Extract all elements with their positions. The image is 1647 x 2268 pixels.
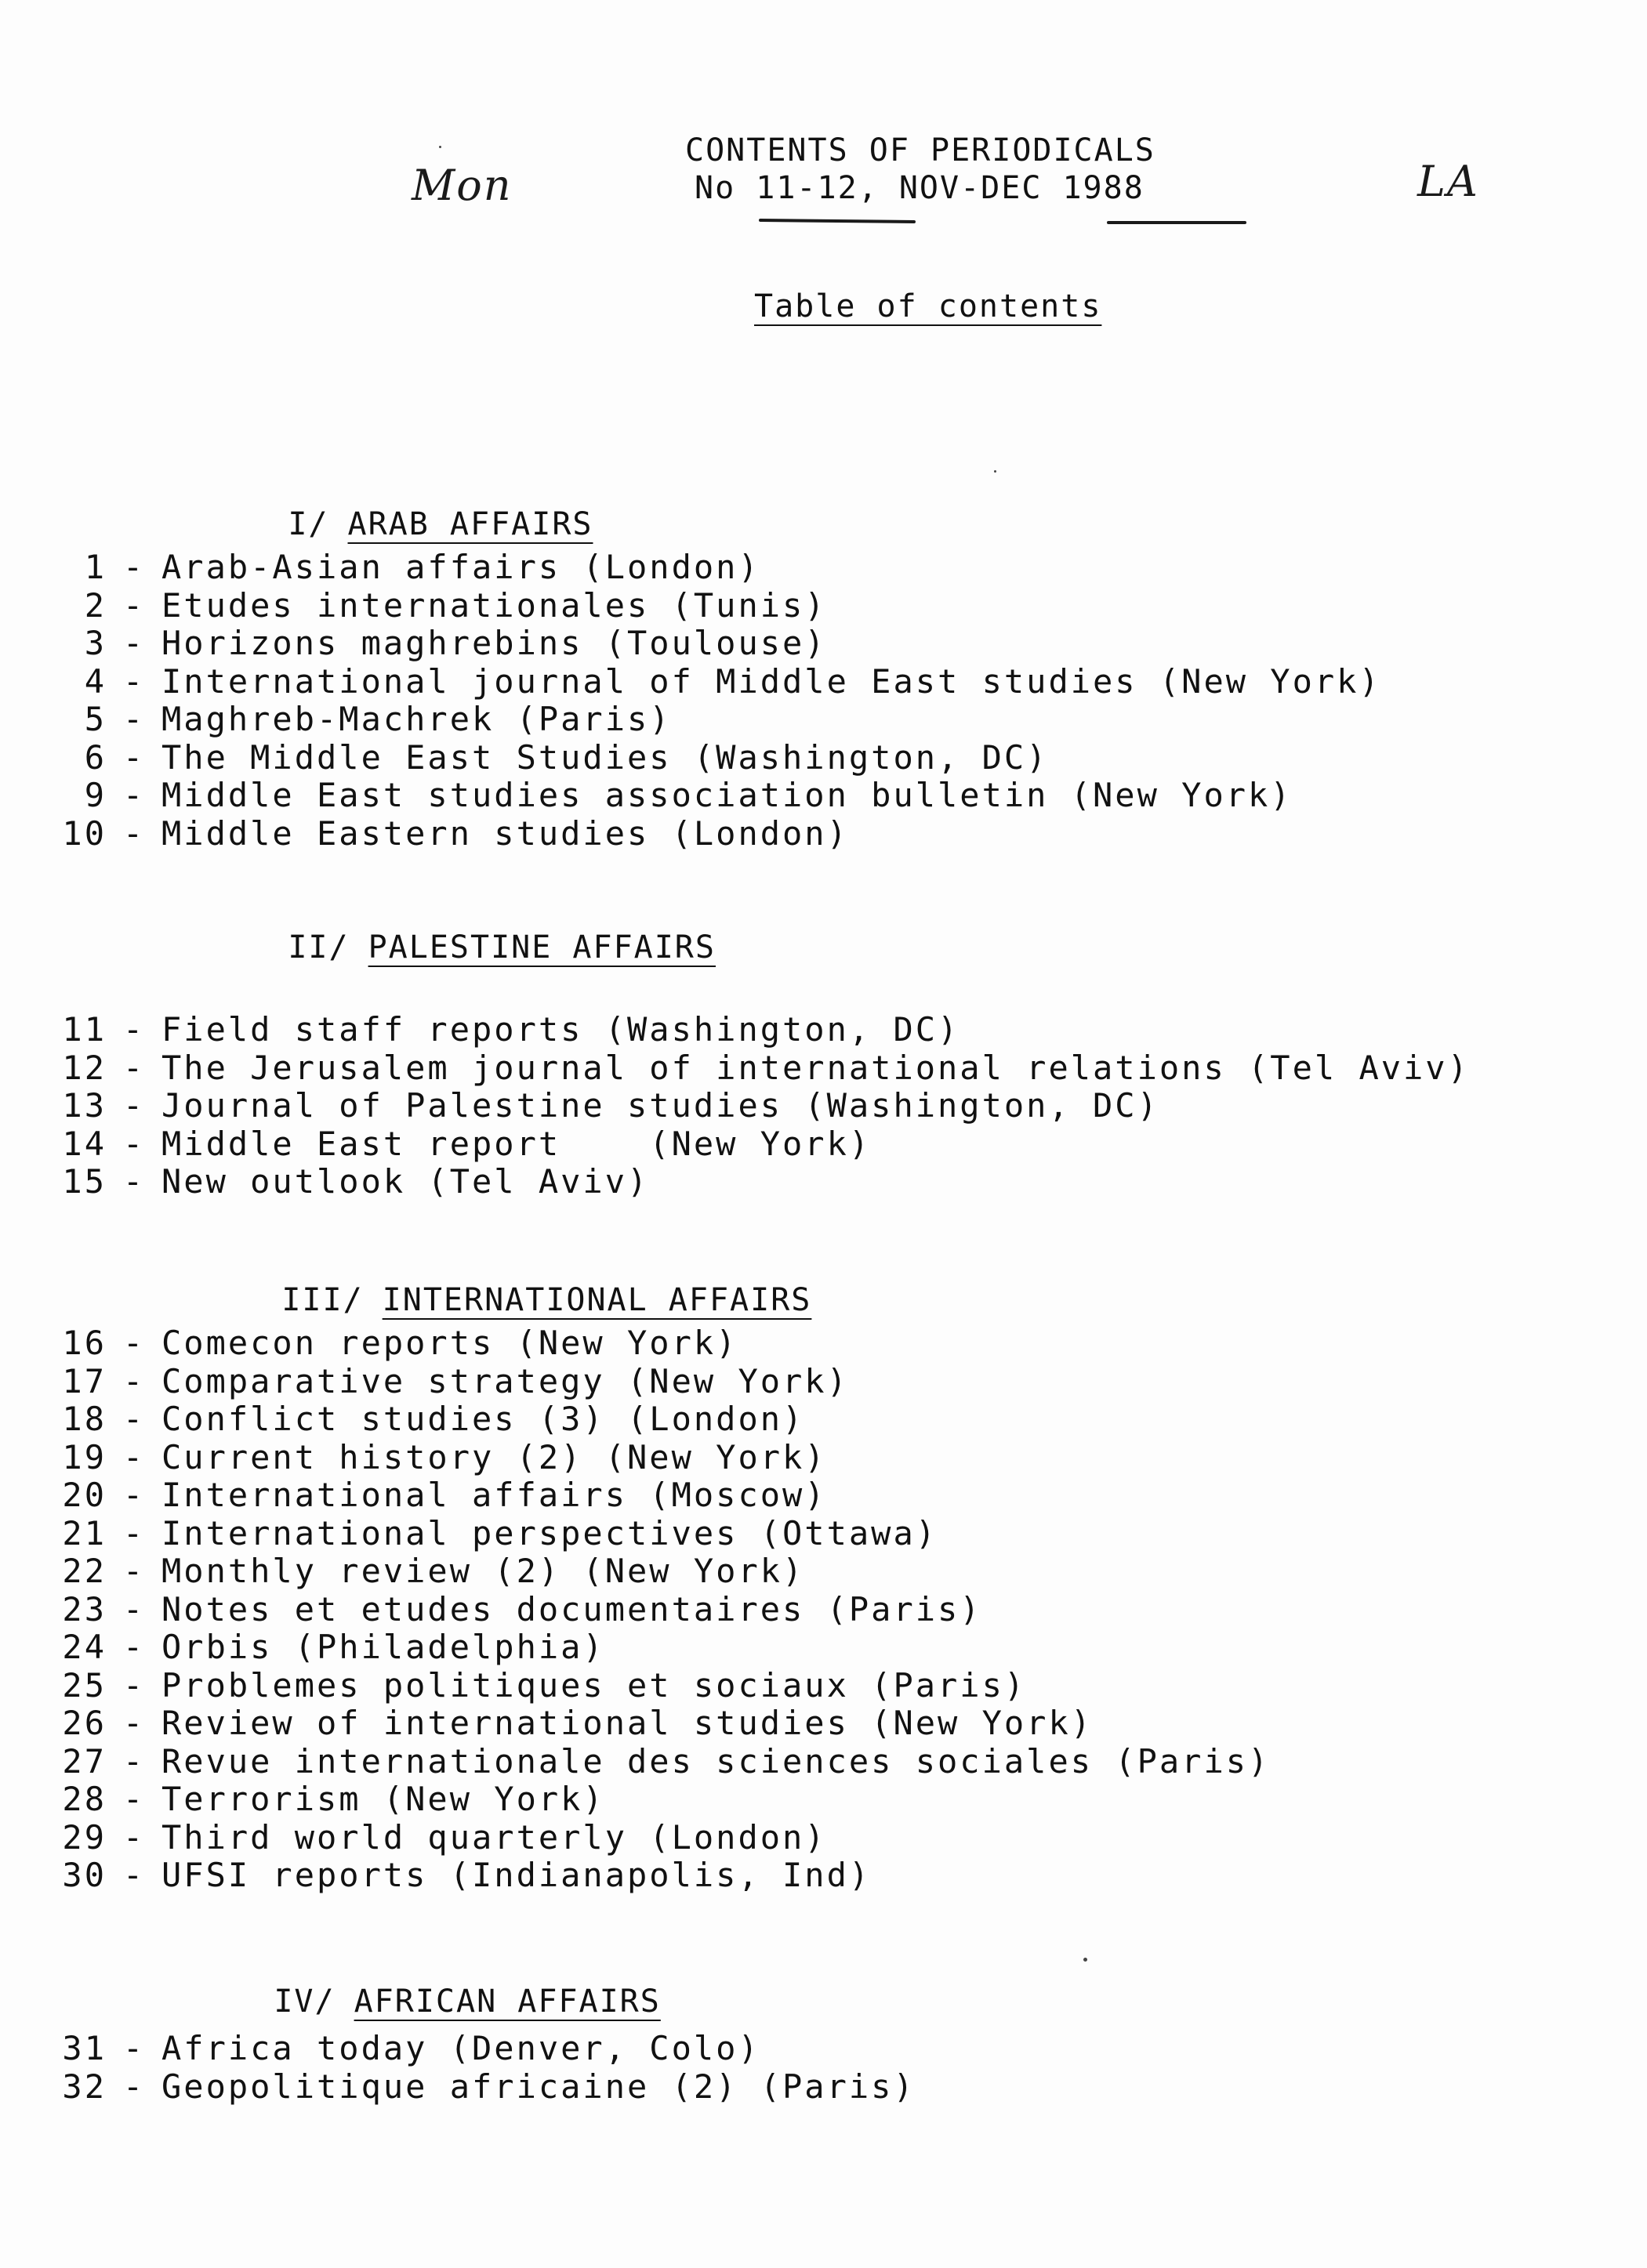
document-header [674,132,1270,207]
periodical-list [55,549,1381,853]
item-title: Journal of Palestine studies (Washington, DC) [161,1086,1159,1125]
item-number: 29 [62,1817,107,1857]
item-number: 2 [84,585,107,625]
item-title: Comecon reports (New York) [161,1324,738,1362]
item-number: 25 [62,1665,107,1705]
item-number: 15 [62,1162,107,1201]
header-issue: No 11-12, NOV-DEC 1988 [695,170,1145,206]
list-item: 22 - Monthly review (2) (New York) [55,1552,1270,1591]
item-title: Middle East studies association bulletin (New York) [161,776,1293,814]
item-number: 32 [62,2067,107,2106]
item-number: 21 [62,1513,107,1552]
item-number: 16 [62,1324,107,1362]
list-item: 1 - Arab-Asian affairs (London) [55,549,1381,587]
item-number: 3 [84,624,107,662]
item-number: 11 [62,1010,107,1049]
handwritten-underline [1107,221,1246,224]
item-number: 12 [62,1048,107,1087]
section-heading [206,893,716,1002]
periodical-list [55,1011,1470,1201]
item-number: 9 [84,776,107,814]
item-title: Problemes politiques et sociaux (Paris) [161,1665,1027,1705]
section-title: AFRICAN AFFAIRS [354,1984,661,2020]
item-title: The Middle East Studies (Washington, DC) [161,737,1049,777]
list-item: 2 - Etudes internationales (Tunis) [55,587,1381,625]
handwritten-mark-right: LA [1417,157,1479,206]
item-title: International affairs (Moscow) [161,1476,827,1514]
item-number: 31 [62,2029,107,2067]
item-number: 1 [84,548,107,586]
scan-speck [1083,1958,1087,1962]
section-title: ARAB AFFAIRS [347,506,593,542]
list-item: 16 - Comecon reports (New York) [55,1324,1270,1363]
handwritten-underline [759,219,916,223]
item-number: 13 [62,1086,107,1125]
periodical-list [55,1324,1270,1895]
item-number: 23 [62,1589,107,1629]
item-title: Third world quarterly (London) [161,1817,827,1857]
item-number: 30 [62,1856,107,1894]
list-item: 27 - Revue internationale des sciences sociales (Paris) [55,1743,1270,1781]
item-title: Monthly review (2) (New York) [161,1552,805,1590]
toc-title: Table of contents [754,288,1102,324]
list-item: 13 - Journal of Palestine studies (Washington, DC) [55,1087,1470,1125]
list-item: 14 - Middle East report (New York) [55,1125,1470,1164]
section-numeral: IV/ [274,1984,336,2020]
item-title: International perspectives (Ottawa) [161,1513,938,1552]
item-number: 20 [62,1476,107,1514]
item-title: Africa today (Denver, Colo) [161,2029,760,2067]
item-title: Terrorism (New York) [161,1780,605,1818]
item-title: International journal of Middle East studies (New York) [161,661,1381,701]
item-title: Arab-Asian affairs (London) [161,548,760,586]
list-item: 4 - International journal of Middle East studies (New York) [55,663,1381,701]
section-title: INTERNATIONAL AFFAIRS [382,1282,812,1318]
item-title: UFSI reports (Indianapolis, Ind) [161,1856,872,1894]
list-item: 6 - The Middle East Studies (Washington, DC) [55,739,1381,777]
item-title: Horizons maghrebins (Toulouse) [161,624,827,662]
item-title: Geopolitique africaine (2) (Paris) [161,2067,916,2106]
item-number: 28 [62,1780,107,1818]
item-title: Middle East report (New York) [161,1124,872,1163]
item-title: Comparative strategy (New York) [161,1361,849,1400]
item-number: 14 [62,1124,107,1163]
header-title: CONTENTS OF PERIODICALS [685,132,1155,168]
list-item: 15 - New outlook (Tel Aviv) [55,1163,1470,1201]
item-number: 4 [84,661,107,701]
list-item: 17 - Comparative strategy (New York) [55,1363,1270,1401]
scan-speck [439,146,441,148]
list-item: 9 - Middle East studies association bulletin (New York) [55,777,1381,815]
item-title: Current history (2) (New York) [161,1437,827,1476]
item-title: Field staff reports (Washington, DC) [161,1010,960,1049]
list-item: 28 - Terrorism (New York) [55,1781,1270,1819]
item-title: Notes et etudes documentaires (Paris) [161,1589,982,1629]
item-number: 26 [62,1704,107,1742]
item-number: 19 [62,1437,107,1476]
list-item: 30 - UFSI reports (Indianapolis, Ind) [55,1857,1270,1895]
item-title: Orbis (Philadelphia) [161,1628,605,1666]
list-item: 20 - International affairs (Moscow) [55,1476,1270,1515]
item-number: 6 [84,737,107,777]
list-item: 32 - Geopolitique africaine (2) (Paris) [55,2068,916,2107]
item-title: Conflict studies (3) (London) [161,1400,805,1438]
section-title: PALESTINE AFFAIRS [368,929,716,966]
scan-speck [994,470,996,473]
item-number: 18 [62,1400,107,1438]
list-item: 19 - Current history (2) (New York) [55,1439,1270,1477]
item-title: The Jerusalem journal of international relations (Tel Aviv) [161,1048,1470,1087]
item-number: 24 [62,1628,107,1666]
section-numeral: II/ [288,929,350,966]
list-item: 3 - Horizons maghrebins (Toulouse) [55,625,1381,663]
item-title: Etudes internationales (Tunis) [161,585,827,625]
list-item: 10 - Middle Eastern studies (London) [55,815,1381,853]
section-numeral: III/ [281,1282,364,1318]
item-title: Middle Eastern studies (London) [161,813,849,853]
list-item: 23 - Notes et etudes documentaires (Paris) [55,1591,1270,1629]
list-item: 5 - Maghreb-Machrek (Paris) [55,701,1381,739]
item-title: Maghreb-Machrek (Paris) [161,700,672,738]
item-number: 22 [62,1552,107,1590]
list-item: 12 - The Jerusalem journal of international relations (Tel Aviv) [55,1049,1470,1088]
list-item: 11 - Field staff reports (Washington, DC) [55,1011,1470,1049]
item-title: Revue internationale des sciences sociales (Paris) [161,1741,1271,1781]
item-number: 5 [84,700,107,738]
list-item: 26 - Review of international studies (New York) [55,1705,1270,1743]
item-number: 10 [62,813,107,853]
item-number: 17 [62,1361,107,1400]
list-item: 25 - Problemes politiques et sociaux (Paris) [55,1667,1270,1705]
list-item: 29 - Third world quarterly (London) [55,1819,1270,1857]
item-title: New outlook (Tel Aviv) [161,1162,650,1201]
list-item: 24 - Orbis (Philadelphia) [55,1629,1270,1667]
section-numeral: I/ [288,506,329,542]
list-item: 18 - Conflict studies (3) (London) [55,1400,1270,1439]
list-item: 21 - International perspectives (Ottawa) [55,1515,1270,1553]
list-item: 31 - Africa today (Denver, Colo) [55,2030,916,2068]
handwritten-mark-left: Mon [412,161,513,210]
periodical-list [55,2030,916,2106]
item-number: 27 [62,1741,107,1781]
item-title: Review of international studies (New York) [161,1704,1094,1742]
